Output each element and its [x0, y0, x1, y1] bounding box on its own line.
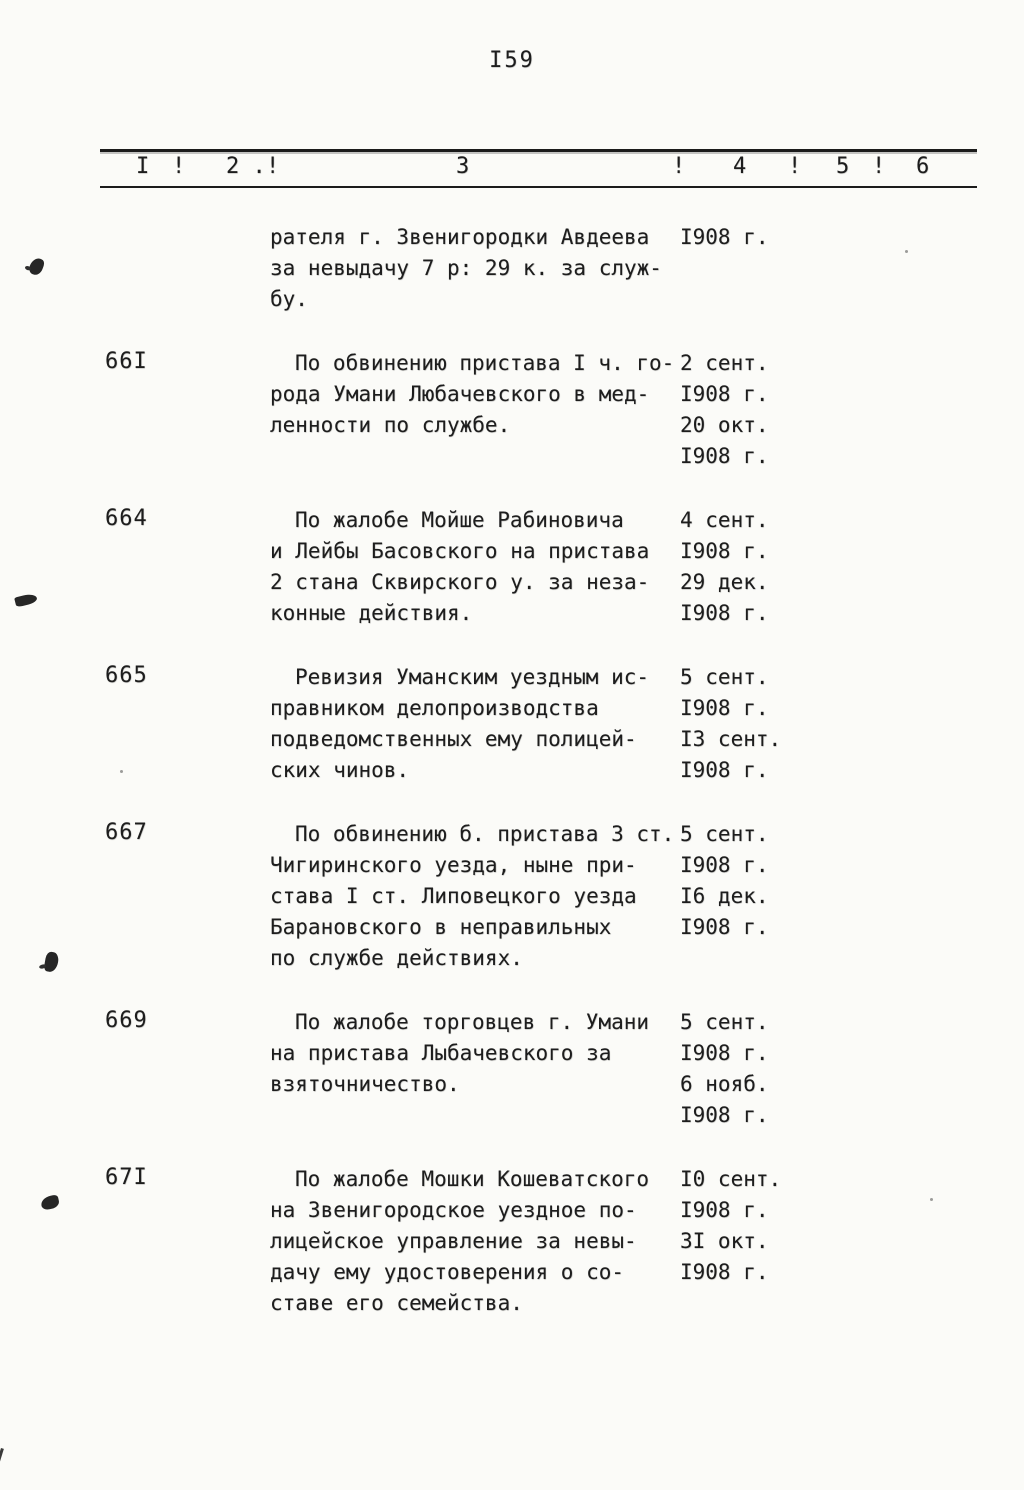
- entry-text: дачу ему удостоверения о со-: [270, 1260, 625, 1284]
- entry-line: [270, 943, 830, 974]
- entry-lines: [270, 222, 830, 315]
- entry-date: I908 г.: [680, 1198, 769, 1222]
- entry-lines: [270, 348, 830, 472]
- entry-number: 667: [105, 820, 148, 845]
- entry-lines: [270, 1164, 830, 1319]
- entry-text: ставе его семейства.: [270, 1291, 523, 1315]
- entry-line: [270, 1038, 830, 1069]
- table-header-rule: [100, 186, 977, 188]
- entry-text: 2 стана Сквирского у. за неза-: [270, 570, 650, 594]
- entry-date: I908 г.: [680, 758, 769, 782]
- entry-text: взяточничество.: [270, 1072, 460, 1096]
- entry-text: рателя г. Звенигородки Авдеева: [270, 225, 650, 249]
- entry-text: Барановского в неправильных: [270, 915, 612, 939]
- entry-text: за невыдачу 7 р: 29 к. за служ-: [270, 256, 662, 280]
- header-separator: !: [672, 154, 686, 179]
- entry-line: [270, 253, 830, 284]
- entry-date: 20 окт.: [680, 413, 769, 437]
- entry-line: [270, 1257, 830, 1288]
- entry-lines: [270, 819, 830, 974]
- entry-date: I908 г.: [680, 539, 769, 563]
- scan-speck: [120, 770, 123, 773]
- entry-date: I908 г.: [680, 444, 769, 468]
- entry-number: 669: [105, 1008, 148, 1033]
- header-cell-5: 5: [836, 154, 850, 179]
- header-cell-1: I: [136, 154, 150, 179]
- entry-date: I908 г.: [680, 1103, 769, 1127]
- entry-line: [270, 441, 830, 472]
- entry-date: 29 дек.: [680, 570, 769, 594]
- table-top-rule: [100, 149, 977, 152]
- entry-line: [270, 1195, 830, 1226]
- entry-text: По обвинению б. пристава 3 ст.: [295, 822, 675, 846]
- table-row: [0, 505, 1024, 629]
- entry-line: [270, 662, 830, 693]
- table-row: [0, 662, 1024, 786]
- scan-speck: [905, 250, 908, 253]
- entry-text: Ревизия Уманским уездным ис-: [295, 665, 650, 689]
- header-separator: !: [266, 154, 280, 179]
- entry-date: 5 сент.: [680, 822, 769, 846]
- entry-line: [270, 1100, 830, 1131]
- header-cell-2: 2 .: [226, 154, 266, 179]
- header-cell-4: 4: [733, 154, 747, 179]
- entry-date: I0 сент.: [680, 1167, 782, 1191]
- entry-date: 3I окт.: [680, 1229, 769, 1253]
- entry-line: [270, 881, 830, 912]
- entry-line: [270, 348, 830, 379]
- entry-lines: [270, 505, 830, 629]
- entry-text: бу.: [270, 287, 308, 311]
- entry-line: [270, 850, 830, 881]
- entry-date: I908 г.: [680, 1260, 769, 1284]
- table-row: [0, 222, 1024, 315]
- entry-text: По жалобе Мошки Кошеватского: [295, 1167, 650, 1191]
- entry-text: по службе действиях.: [270, 946, 523, 970]
- entry-line: [270, 755, 830, 786]
- entries: [0, 222, 1024, 1352]
- entry-date: I908 г.: [680, 225, 769, 249]
- entry-text: По обвинению пристава I ч. го-: [295, 351, 675, 375]
- entry-text: лицейское управление за невы-: [270, 1229, 637, 1253]
- entry-date: I908 г.: [680, 1041, 769, 1065]
- entry-text: По жалобе торговцев г. Умани: [295, 1010, 650, 1034]
- entry-date: I3 сент.: [680, 727, 782, 751]
- entry-text: ленности по службе.: [270, 413, 511, 437]
- entry-line: [270, 1226, 830, 1257]
- entry-line: [270, 1007, 830, 1038]
- entry-number: 664: [105, 506, 148, 531]
- scan-speck: [930, 1198, 933, 1201]
- table-row: [0, 348, 1024, 472]
- entry-text: на Звенигородское уездное по-: [270, 1198, 637, 1222]
- entry-date: 6 нояб.: [680, 1072, 769, 1096]
- entry-line: [270, 1069, 830, 1100]
- entry-date: I6 дек.: [680, 884, 769, 908]
- entry-line: [270, 567, 830, 598]
- header-separator: !: [172, 154, 186, 179]
- entry-date: 5 сент.: [680, 1010, 769, 1034]
- entry-date: I908 г.: [680, 601, 769, 625]
- entry-line: [270, 1164, 830, 1195]
- header-cell-6: 6: [916, 154, 930, 179]
- entry-line: [270, 222, 830, 253]
- entry-text: подведомственных ему полицей-: [270, 727, 637, 751]
- entry-text: става I ст. Липовецкого уезда: [270, 884, 637, 908]
- entry-date: 2 сент.: [680, 351, 769, 375]
- entry-date: 4 сент.: [680, 508, 769, 532]
- entry-text: на пристава Лыбачевского за: [270, 1041, 612, 1065]
- entry-line: [270, 724, 830, 755]
- entry-date: I908 г.: [680, 915, 769, 939]
- table-row: [0, 819, 1024, 974]
- entry-line: [270, 379, 830, 410]
- entry-number: 665: [105, 663, 148, 688]
- entry-text: правником делопроизводства: [270, 696, 599, 720]
- table-row: [0, 1164, 1024, 1319]
- scan-edge-mark: [0, 1448, 4, 1490]
- entry-line: [270, 1288, 830, 1319]
- entry-line: [270, 284, 830, 315]
- entry-number: 66I: [105, 349, 148, 374]
- entry-line: [270, 410, 830, 441]
- page-number: I59: [489, 48, 535, 73]
- entry-lines: [270, 662, 830, 786]
- entry-line: [270, 819, 830, 850]
- entry-text: конные действия.: [270, 601, 473, 625]
- entry-line: [270, 536, 830, 567]
- entry-text: По жалобе Мойше Рабиновича: [295, 508, 624, 532]
- entry-text: ских чинов.: [270, 758, 410, 782]
- entry-line: [270, 912, 830, 943]
- entry-date: 5 сент.: [680, 665, 769, 689]
- entry-date: I908 г.: [680, 382, 769, 406]
- entry-date: I908 г.: [680, 696, 769, 720]
- entry-lines: [270, 1007, 830, 1131]
- entry-date: I908 г.: [680, 853, 769, 877]
- header-cell-3: 3: [456, 154, 470, 179]
- entry-line: [270, 693, 830, 724]
- header-separator: !: [872, 154, 886, 179]
- header-separator: !: [788, 154, 802, 179]
- entry-line: [270, 598, 830, 629]
- entry-text: рода Умани Любачевского в мед-: [270, 382, 650, 406]
- table-row: [0, 1007, 1024, 1131]
- entry-number: 67I: [105, 1165, 148, 1190]
- entry-text: Чигиринского уезда, ныне при-: [270, 853, 637, 877]
- entry-line: [270, 505, 830, 536]
- entry-text: и Лейбы Басовского на пристава: [270, 539, 650, 563]
